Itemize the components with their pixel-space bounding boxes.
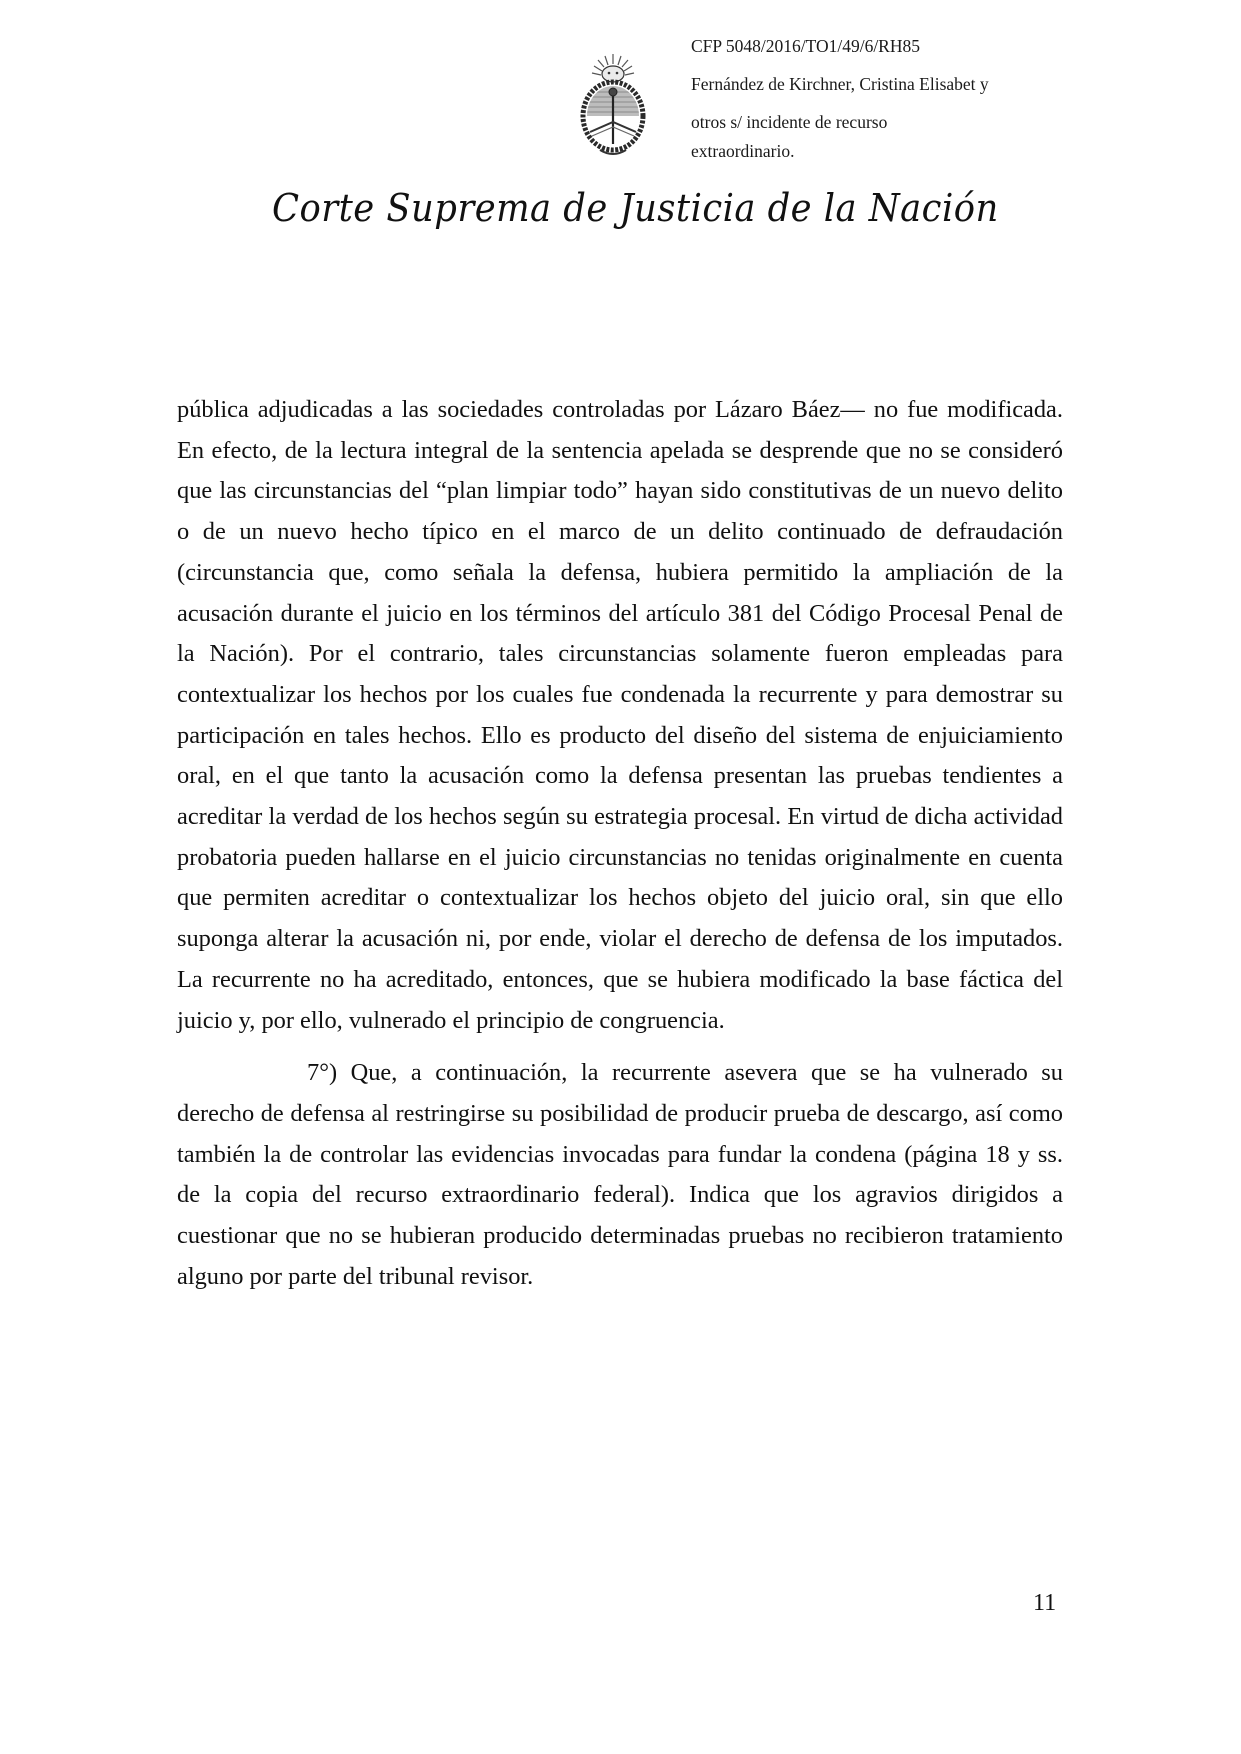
case-title-line-3: extraordinario.: [691, 141, 795, 161]
paragraph-7: 7°) Que, a continuación, la recurrente asevera que se ha vulnerado su derecho de defensa al restringirse su posibilidad de producir prueba de descargo, así como también la de controlar las evidencias invocadas para fundar la condena (página 18 y ss. de la copia del recurso extraordinario federal). Indica que los agravios dirigidos a cuestionar que no se hubieran producido determinadas pruebas no recibieron tratamiento alguno por parte del tribunal revisor.: [177, 1059, 1063, 1290]
court-name: Corte Suprema de Justicia de la Nación: [272, 186, 999, 230]
document-body: [177, 390, 1063, 1297]
case-header: [691, 36, 1111, 161]
case-number: CFP 5048/2016/TO1/49/6/RH85: [691, 36, 920, 56]
case-title-line-1: Fernández de Kirchner, Cristina Elisabet y: [691, 74, 989, 94]
page-number: 11: [1033, 1590, 1057, 1616]
case-title-line-2: otros s/ incidente de recurso: [691, 112, 888, 132]
paragraph-continued: pública adjudicadas a las sociedades controladas por Lázaro Báez— no fue modificada. En efecto, de la lectura integral de la sentencia apelada se desprende que no se consideró que las circunstancias del “plan limpiar todo” hayan sido constitutivas de un nuevo delito o de un nuevo hecho típico en el marco de un delito continuado de defraudación (circunstancia que, como señala la defensa, hubiera permitido la ampliación de la acusación durante el juicio en los términos del artículo 381 del Código Procesal Penal de la Nación). Por el contrario, tales circunstancias solamente fueron empleadas para contextualizar los hechos por los cuales fue condenada la recurrente y para demostrar su participación en tales hechos. Ello es producto del diseño del sistema de enjuiciamiento oral, en el que tanto la acusación como la defensa presentan las pruebas tendientes a acreditar la verdad de los hechos según su estrategia procesal. En virtud de dicha actividad probatoria pueden hallarse en el juicio circunstancias no tenidas originalmente en cuenta que permiten acreditar o contextualizar los hechos objeto del juicio oral, sin que ello suponga alterar la acusación ni, por ende, violar el derecho de defensa de los imputados. La recurrente no ha acreditado, entonces, que se hubiera modificado la base fáctica del juicio y, por ello, vulnerado el principio de congruencia.: [177, 396, 1063, 1034]
argentine-coat-of-arms-icon: [578, 52, 648, 158]
